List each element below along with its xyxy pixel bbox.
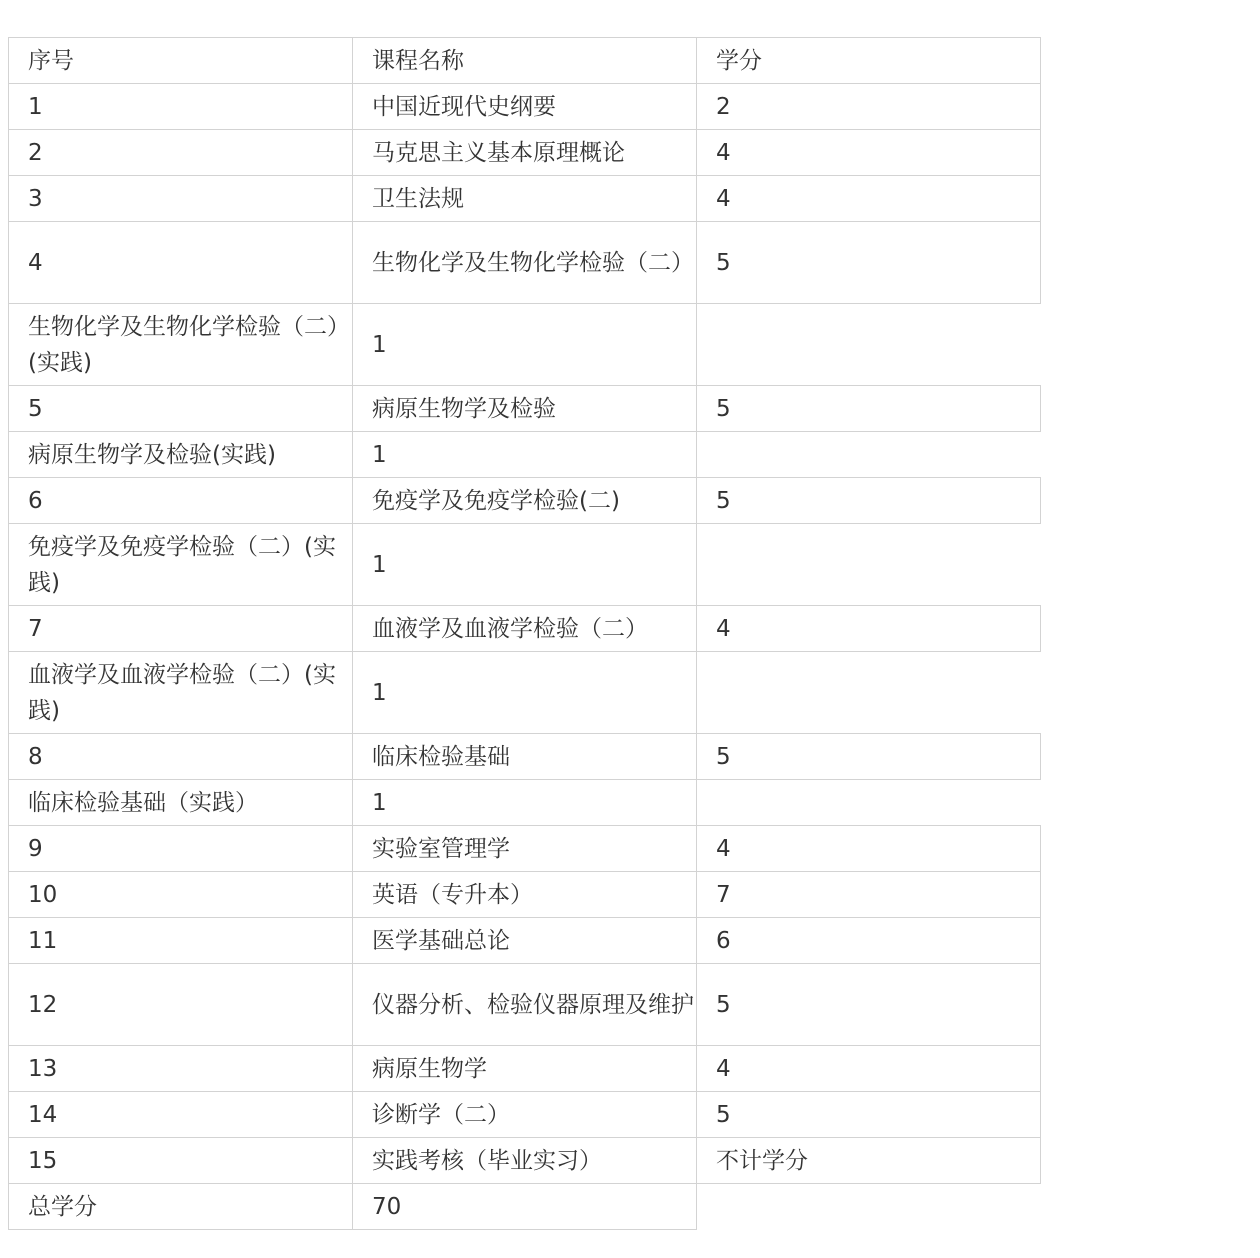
cell-credits [697,432,1041,478]
cell-index: 1 [9,84,353,130]
cell-credits [697,652,1041,734]
table-row [9,1046,1041,1092]
header-index: 序号 [9,38,353,84]
table-body [9,38,1041,1230]
cell-course-name: 诊断学（二） [353,1092,697,1138]
cell-index: 12 [9,964,353,1046]
cell-index: 临床检验基础（实践） [9,780,353,826]
total-value: 70 [353,1184,697,1230]
cell-credits: 4 [697,130,1041,176]
table-row [9,964,1041,1046]
cell-index: 9 [9,826,353,872]
cell-course-name: 免疫学及免疫学检验(二) [353,478,697,524]
table-row [9,432,1041,478]
table-row [9,606,1041,652]
cell-course-name: 血液学及血液学检验（二） [353,606,697,652]
cell-index: 8 [9,734,353,780]
cell-index: 6 [9,478,353,524]
cell-credits: 2 [697,84,1041,130]
cell-course-name: 1 [353,432,697,478]
cell-index: 2 [9,130,353,176]
cell-index: 11 [9,918,353,964]
cell-index: 10 [9,872,353,918]
total-row [9,1184,1041,1230]
table-row [9,734,1041,780]
cell-course-name: 1 [353,780,697,826]
cell-course-name: 1 [353,652,697,734]
cell-credits: 4 [697,176,1041,222]
table-row [9,652,1041,734]
table-row [9,304,1041,386]
cell-course-name: 医学基础总论 [353,918,697,964]
cell-index: 15 [9,1138,353,1184]
cell-index: 5 [9,386,353,432]
course-credit-table [8,37,1041,1230]
cell-credits: 5 [697,1092,1041,1138]
cell-index: 免疫学及免疫学检验（二）(实践) [9,524,353,606]
total-empty-cell [697,1184,1041,1230]
cell-index: 3 [9,176,353,222]
cell-course-name: 仪器分析、检验仪器原理及维护 [353,964,697,1046]
cell-credits [697,780,1041,826]
table-row [9,1138,1041,1184]
cell-credits: 5 [697,222,1041,304]
table-row [9,1092,1041,1138]
table-row [9,222,1041,304]
table-row [9,176,1041,222]
table-header-row [9,38,1041,84]
cell-credits: 5 [697,734,1041,780]
cell-course-name: 卫生法规 [353,176,697,222]
cell-credits: 4 [697,1046,1041,1092]
cell-course-name: 临床检验基础 [353,734,697,780]
table-row [9,84,1041,130]
table-row [9,130,1041,176]
cell-course-name: 英语（专升本） [353,872,697,918]
cell-credits: 5 [697,964,1041,1046]
header-credits: 学分 [697,38,1041,84]
cell-course-name: 中国近现代史纲要 [353,84,697,130]
cell-credits: 7 [697,872,1041,918]
cell-credits: 4 [697,826,1041,872]
table-row [9,478,1041,524]
cell-index: 14 [9,1092,353,1138]
cell-index: 生物化学及生物化学检验（二）(实践) [9,304,353,386]
cell-credits: 4 [697,606,1041,652]
cell-credits: 5 [697,386,1041,432]
cell-index: 13 [9,1046,353,1092]
table-row [9,826,1041,872]
cell-credits: 6 [697,918,1041,964]
cell-course-name: 实验室管理学 [353,826,697,872]
cell-index: 血液学及血液学检验（二）(实践) [9,652,353,734]
header-course-name: 课程名称 [353,38,697,84]
cell-course-name: 1 [353,524,697,606]
table-row [9,524,1041,606]
cell-course-name: 生物化学及生物化学检验（二） [353,222,697,304]
table-row [9,872,1041,918]
cell-credits [697,524,1041,606]
cell-course-name: 病原生物学及检验 [353,386,697,432]
cell-course-name: 1 [353,304,697,386]
cell-credits: 5 [697,478,1041,524]
cell-course-name: 病原生物学 [353,1046,697,1092]
cell-course-name: 马克思主义基本原理概论 [353,130,697,176]
table-row [9,780,1041,826]
cell-index: 7 [9,606,353,652]
table-row [9,918,1041,964]
cell-credits: 不计学分 [697,1138,1041,1184]
cell-index: 4 [9,222,353,304]
table-row [9,386,1041,432]
cell-credits [697,304,1041,386]
cell-index: 病原生物学及检验(实践) [9,432,353,478]
cell-course-name: 实践考核（毕业实习） [353,1138,697,1184]
total-label: 总学分 [9,1184,353,1230]
